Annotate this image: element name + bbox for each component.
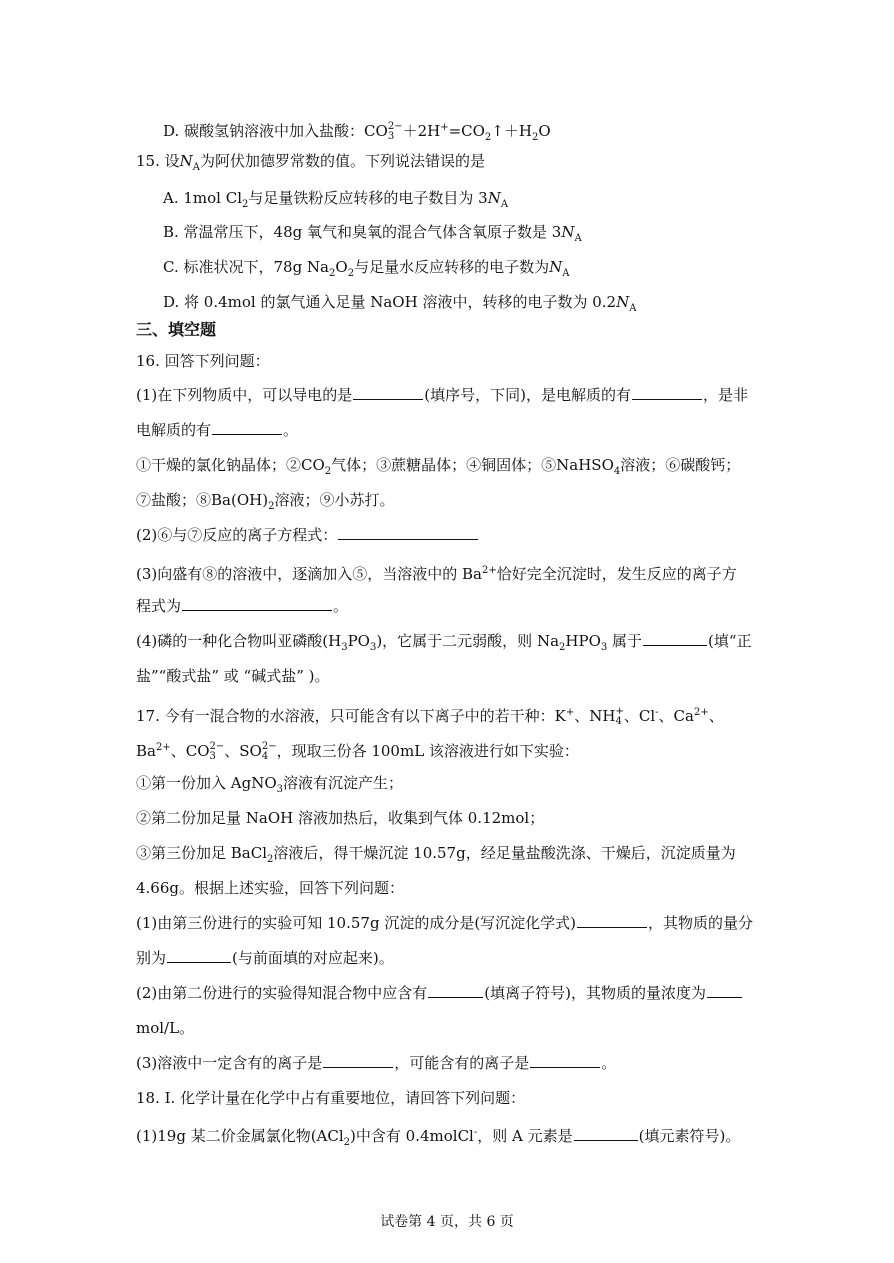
answer-blank[interactable] xyxy=(530,1052,600,1068)
answer-blank[interactable] xyxy=(323,1052,393,1068)
q17-experiment-1: ①第一份加入 AgNO$_3$溶液有沉淀产生； xyxy=(136,774,404,795)
q17-part1-cont: 别为 (与前面填的对应起来)。 xyxy=(136,949,394,967)
section-heading: 三、填空题 xyxy=(136,320,217,339)
answer-blank[interactable] xyxy=(428,982,483,998)
q18-stem: 18. I. 化学计量在化学中占有重要地位，请回答下列问题： xyxy=(136,1089,526,1107)
answer-blank[interactable] xyxy=(212,419,282,435)
page-footer: 试卷第 4 页，共 6 页 xyxy=(380,1214,514,1230)
q18-part1: (1)19g 某二价金属氯化物(ACl$_2$)中含有 0.4molCl-，则 A 元素是 (填元素符号)。 xyxy=(136,1127,741,1148)
answer-blank[interactable] xyxy=(643,630,707,646)
q17-experiment-3-cont: 4.66g。根据上述实验，回答下列问题： xyxy=(136,879,405,897)
q17-part2-cont: mol/L。 xyxy=(136,1019,195,1037)
q17-part1: (1)由第三份进行的实验可知 10.57g 沉淀的成分是(写沉淀化学式) ，其物质的量分 xyxy=(136,914,754,932)
q14-option-d: D. 碳酸氢钠溶液中加入盐酸：CO 2− 3 $+2H^+=CO_2↑+H_2O$ xyxy=(163,121,551,143)
answer-blank[interactable] xyxy=(707,982,742,998)
answer-blank[interactable] xyxy=(182,595,332,611)
q16-part2: (2)⑥与⑦反应的离子方程式： xyxy=(136,524,479,546)
answer-blank[interactable] xyxy=(167,947,231,963)
q16-stem: 16. 回答下列问题： xyxy=(136,352,270,370)
q16-part3: (3)向盛有⑧的溶液中，逐滴加入⑤，当溶液中的 $Ba^{2+}$恰好完全沉淀时，发生反应的离子方 xyxy=(136,565,737,583)
q17-experiment-3: ③第三份加足 BaCl$_2$溶液后，得干燥沉淀 10.57g，经足量盐酸洗涤、干燥后，沉淀质量为 xyxy=(136,844,736,865)
q16-part1-cont: 电解质的有 。 xyxy=(136,421,299,439)
q17-experiment-2: ②第二份加足量 NaOH 溶液加热后，收集到气体 0.12mol； xyxy=(136,809,545,827)
q16-part1: (1)在下列物质中，可以导电的是 (填序号，下同)，是电解质的有 ，是非 xyxy=(136,386,748,404)
q16-part4: (4)磷的一种化合物叫亚磷酸$(H_3PO_3)$，它属于二元弱酸，则 $Na_2HPO_3$ 属于 (填“正 xyxy=(136,632,752,653)
q15-option-d: D. 将 0.4mol 的氯气通入足量 NaOH 溶液中，转移的电子数为 $0.2N_A$ xyxy=(163,293,637,314)
q17-part3: (3)溶液中一定含有的离子是 ，可能含有的离子是 。 xyxy=(136,1054,617,1072)
q16-part3-cont: 程式为 。 xyxy=(136,597,349,615)
answer-blank[interactable] xyxy=(353,384,423,400)
q16-part4-cont: 盐”“酸式盐” 或 “碱式盐” )。 xyxy=(136,667,330,685)
q17-stem-cont: $Ba^{2+}$、CO 2− 3 、SO 2− 4 ，现取三份各 100mL 该溶液进行如下实验： xyxy=(136,741,579,762)
answer-blank[interactable] xyxy=(577,912,647,928)
q17-stem: 17. 今有一混合物的水溶液，只可能含有以下离子中的若干种：K+、NH + 4 、Cl-、$Ca^{2+}$、 xyxy=(136,706,724,727)
answer-blank[interactable] xyxy=(574,1125,638,1141)
q17-part2: (2)由第二份进行的实验得知混合物中应含有 (填离子符号)，其物质的量浓度为 xyxy=(136,982,743,1004)
answer-blank[interactable] xyxy=(338,524,478,540)
q16-list-2: ⑦盐酸；$⑧Ba(OH)_2$溶液；⑨小苏打。 xyxy=(136,491,395,512)
q15-option-b: B. 常温常压下，48g 氧气和臭氧的混合气体含氧原子数是 $3N_A$ xyxy=(163,223,582,244)
q15-stem: 15. 设$N_A$为阿伏加德罗常数的值。下列说法错误的是 xyxy=(136,152,485,173)
q15-option-a: A. 1mol $Cl_2$与足量铁粉反应转移的电子数目为 $3N_A$ xyxy=(163,189,509,210)
answer-blank[interactable] xyxy=(632,384,702,400)
q16-list-1: ①干燥的氯化钠晶体；$②CO_2$气体；③蔗糖晶体；④铜固体；⑤NaHSO$_4$溶液；⑥碳酸钙； xyxy=(136,456,741,477)
q15-option-c: C. 标准状况下，78g $Na_2O_2$与足量水反应转移的电子数为$N_A$ xyxy=(163,258,570,279)
